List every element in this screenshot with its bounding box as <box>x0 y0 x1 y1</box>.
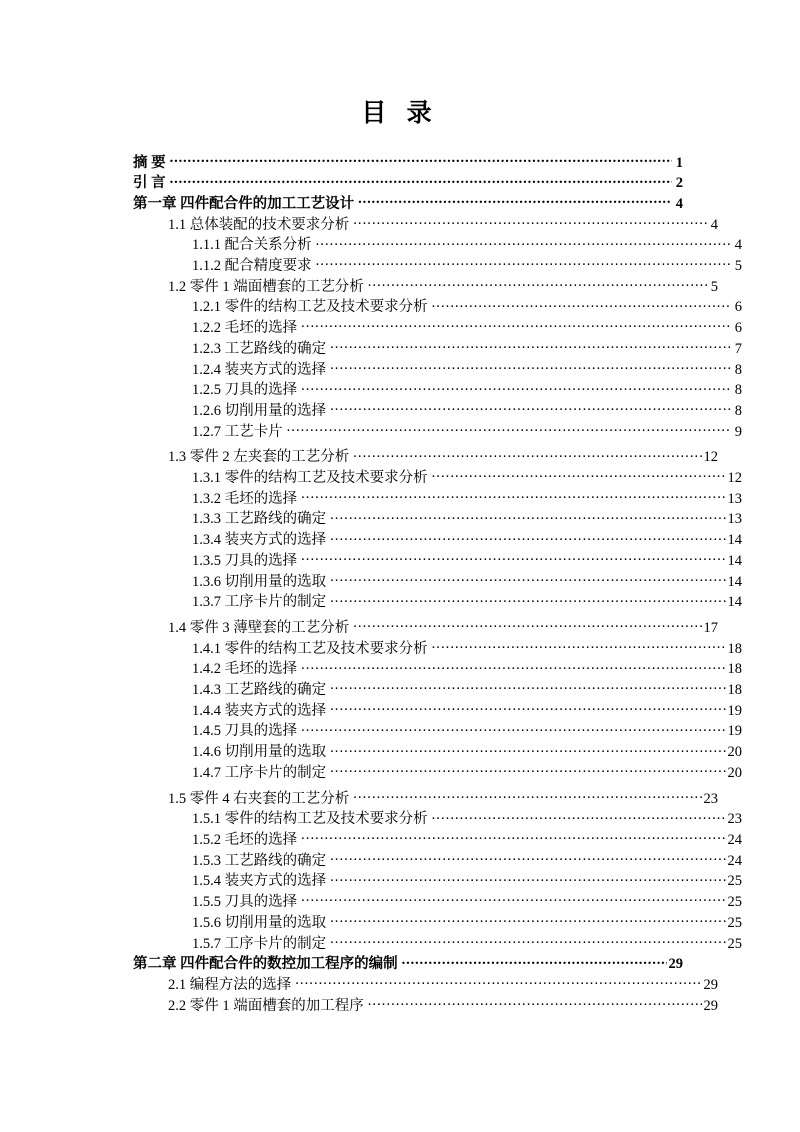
toc-dot-leader <box>330 912 725 927</box>
toc-entry-label: 1.5.4 装夹方式的选择 <box>192 873 327 890</box>
toc-dot-leader <box>353 788 701 803</box>
toc-entry[interactable] <box>192 892 742 913</box>
toc-entry[interactable] <box>192 380 742 401</box>
toc-entry[interactable] <box>192 762 742 783</box>
toc-entry[interactable] <box>192 871 742 892</box>
toc-entry[interactable] <box>168 447 718 468</box>
toc-entry-page-number: 25 <box>727 873 742 890</box>
toc-entry-page-number: 20 <box>727 744 742 761</box>
toc-dot-leader <box>170 173 672 188</box>
toc-dot-leader <box>432 638 726 653</box>
toc-dot-leader <box>330 509 725 524</box>
toc-entry-page-number: 12 <box>703 449 718 466</box>
toc-dot-leader <box>368 276 707 291</box>
toc-dot-leader <box>316 256 731 271</box>
toc-entry[interactable] <box>168 974 718 995</box>
toc-entry[interactable] <box>192 530 742 551</box>
toc-entry-page-number: 5 <box>710 278 718 295</box>
toc-entry-label: 1.1.2 配合精度要求 <box>192 258 312 275</box>
toc-dot-leader <box>368 995 702 1010</box>
toc-entry-page-number: 13 <box>727 490 742 507</box>
toc-entry-label: 1.2.3 工艺路线的确定 <box>192 340 327 357</box>
toc-dot-leader <box>330 871 725 886</box>
toc-entry-page-number: 14 <box>727 594 742 611</box>
toc-entry[interactable] <box>192 235 742 256</box>
toc-dot-leader <box>353 447 701 462</box>
toc-entry-page-number: 19 <box>727 723 742 740</box>
toc-entry-label: 1.2.1 零件的结构工艺及技术要求分析 <box>192 299 428 316</box>
toc-entry[interactable] <box>192 359 742 380</box>
toc-entry[interactable] <box>168 788 718 809</box>
toc-dot-leader <box>301 659 725 674</box>
toc-entry-label: 1.5.2 毛坯的选择 <box>192 832 298 848</box>
toc-dot-leader <box>330 933 725 948</box>
toc-entry[interactable] <box>168 276 718 297</box>
toc-dot-leader <box>301 721 725 736</box>
toc-entry-label: 1.5.3 工艺路线的确定 <box>192 852 327 869</box>
toc-entry[interactable] <box>192 721 742 742</box>
toc-entry-page-number: 14 <box>727 573 742 590</box>
toc-entry-label: 引 言 <box>133 175 166 192</box>
toc-entry-label: 1.3.2 毛坯的选择 <box>192 490 298 507</box>
toc-entry[interactable] <box>192 592 742 613</box>
toc-entry-label: 1.5.6 切削用量的选取 <box>192 914 327 931</box>
page-title: 目 录 <box>361 100 439 127</box>
toc-dot-leader <box>170 152 672 167</box>
table-of-contents <box>133 152 742 1016</box>
toc-entry-label: 1.4.3 工艺路线的确定 <box>192 682 327 699</box>
toc-entry-page-number: 7 <box>734 340 742 357</box>
toc-entry-label: 1.5.1 零件的结构工艺及技术要求分析 <box>192 811 428 828</box>
toc-entry-label: 1.1.1 配合关系分析 <box>192 237 312 254</box>
toc-entry-label: 1.4.2 毛坯的选择 <box>192 661 298 678</box>
toc-entry-label: 1.2 零件 1 端面槽套的工艺分析 <box>168 278 364 295</box>
toc-dot-leader <box>330 530 725 545</box>
toc-entry-label: 1.3 零件 2 左夹套的工艺分析 <box>168 449 350 466</box>
toc-entry-label: 1.3.7 工序卡片的制定 <box>192 594 327 611</box>
toc-entry[interactable] <box>168 214 718 235</box>
toc-entry-label: 1.4 零件 3 薄壁套的工艺分析 <box>168 619 350 636</box>
toc-entry-label: 1.2.4 装夹方式的选择 <box>192 361 327 378</box>
toc-entry-label: 1.3.5 刀具的选择 <box>192 552 298 569</box>
toc-entry[interactable] <box>192 742 742 763</box>
toc-entry-page-number: 25 <box>727 914 742 931</box>
toc-dot-leader <box>432 809 726 824</box>
toc-entry[interactable] <box>192 400 742 421</box>
toc-entry-page-number: 24 <box>727 832 742 848</box>
toc-entry-page-number: 19 <box>727 702 742 719</box>
toc-entry[interactable] <box>192 680 742 701</box>
toc-dot-leader <box>353 617 701 632</box>
toc-dot-leader <box>353 214 707 229</box>
toc-entry-page-number: 20 <box>727 764 742 781</box>
toc-entry[interactable] <box>192 809 742 830</box>
toc-entry-page-number: 23 <box>727 811 742 828</box>
toc-entry[interactable] <box>133 173 683 194</box>
toc-entry-page-number: 8 <box>734 382 742 399</box>
toc-entry-page-number: 4 <box>675 195 683 212</box>
toc-dot-leader <box>301 380 731 395</box>
toc-entry-label: 1.2.5 刀具的选择 <box>192 382 298 399</box>
toc-entry-label: 1.3.6 切削用量的选取 <box>192 573 327 590</box>
toc-entry-page-number: 14 <box>727 532 742 549</box>
toc-entry-page-number: 6 <box>734 299 742 316</box>
toc-dot-leader <box>432 468 726 483</box>
toc-entry-label: 1.4.5 刀具的选择 <box>192 723 298 740</box>
toc-entry[interactable] <box>168 995 718 1016</box>
toc-entry[interactable] <box>192 468 742 489</box>
toc-entry[interactable] <box>192 297 742 318</box>
toc-entry-label: 2.2 零件 1 端面槽套的加工程序 <box>168 997 364 1014</box>
toc-dot-leader <box>330 700 725 715</box>
toc-entry-page-number: 25 <box>727 935 742 952</box>
toc-entry[interactable] <box>192 509 742 530</box>
toc-entry[interactable] <box>192 488 742 509</box>
toc-entry[interactable] <box>133 193 683 214</box>
toc-entry-label: 第二章 四件配合件的数控加工程序的编制 <box>133 956 398 973</box>
toc-entry-page-number: 1 <box>675 154 683 171</box>
toc-entry-label: 摘 要 <box>133 154 166 171</box>
toc-entry-page-number: 14 <box>727 552 742 569</box>
toc-entry[interactable] <box>192 638 742 659</box>
toc-dot-leader <box>330 762 725 777</box>
toc-entry-label: 1.5.5 刀具的选择 <box>192 894 298 911</box>
toc-dot-leader <box>330 338 731 353</box>
toc-entry[interactable] <box>192 256 742 277</box>
toc-dot-leader <box>330 680 725 695</box>
toc-dot-leader <box>330 592 725 607</box>
toc-entry-page-number: 13 <box>727 511 742 528</box>
toc-entry[interactable] <box>192 912 742 933</box>
toc-entry[interactable] <box>133 152 683 173</box>
toc-entry-page-number: 23 <box>703 790 718 807</box>
toc-entry-page-number: 25 <box>727 894 742 911</box>
toc-entry-label: 2.1 编程方法的选择 <box>168 976 292 993</box>
toc-entry[interactable] <box>192 830 742 851</box>
toc-entry[interactable] <box>168 617 718 638</box>
toc-entry-page-number: 29 <box>703 997 718 1014</box>
toc-entry-label: 1.5 零件 4 右夹套的工艺分析 <box>168 790 350 807</box>
toc-entry-page-number: 18 <box>727 640 742 657</box>
toc-entry-page-number: 29 <box>668 956 683 973</box>
toc-entry-label: 1.2.2 毛坯的选择 <box>192 320 298 337</box>
toc-entry[interactable] <box>192 850 742 871</box>
toc-dot-leader <box>301 318 731 333</box>
toc-entry[interactable] <box>192 421 742 442</box>
toc-entry[interactable] <box>192 659 742 680</box>
toc-entry[interactable] <box>192 550 742 571</box>
toc-entry-label: 1.2.7 工艺卡片 <box>192 423 283 440</box>
toc-entry-page-number: 4 <box>734 237 742 254</box>
toc-dot-leader <box>358 193 672 208</box>
toc-dot-leader <box>301 830 725 845</box>
toc-entry-page-number: 9 <box>734 423 742 440</box>
toc-entry-page-number: 24 <box>727 852 742 869</box>
toc-dot-leader <box>316 235 731 250</box>
toc-entry[interactable] <box>192 338 742 359</box>
toc-entry-label: 1.4.4 装夹方式的选择 <box>192 702 327 719</box>
toc-entry-label: 1.3.1 零件的结构工艺及技术要求分析 <box>192 470 428 487</box>
toc-dot-leader <box>301 488 725 503</box>
toc-entry[interactable] <box>192 700 742 721</box>
toc-dot-leader <box>402 954 667 969</box>
toc-entry-page-number: 17 <box>703 619 718 636</box>
toc-dot-leader <box>330 571 725 586</box>
toc-entry-page-number: 2 <box>675 175 683 192</box>
toc-entry[interactable] <box>192 318 742 339</box>
toc-dot-leader <box>301 550 725 565</box>
toc-dot-leader <box>330 850 725 865</box>
toc-entry-page-number: 18 <box>727 661 742 678</box>
toc-dot-leader <box>432 297 731 312</box>
toc-entry-page-number: 29 <box>703 976 718 993</box>
toc-entry[interactable] <box>192 571 742 592</box>
toc-entry-page-number: 8 <box>734 402 742 419</box>
toc-entry[interactable] <box>192 933 742 954</box>
toc-entry-label: 1.3.4 装夹方式的选择 <box>192 532 327 549</box>
toc-entry-label: 1.5.7 工序卡片的制定 <box>192 935 327 952</box>
toc-entry-label: 1.2.6 切削用量的选择 <box>192 402 327 419</box>
toc-entry-label: 1.1 总体装配的技术要求分析 <box>168 216 350 233</box>
toc-dot-leader <box>330 742 725 757</box>
toc-entry-page-number: 4 <box>710 216 718 233</box>
toc-dot-leader <box>301 892 725 907</box>
toc-entry-page-number: 12 <box>727 470 742 487</box>
toc-entry[interactable] <box>133 954 683 975</box>
toc-dot-leader <box>330 400 731 415</box>
toc-dot-leader <box>287 421 731 436</box>
toc-entry-page-number: 8 <box>734 361 742 378</box>
toc-entry-label: 1.4.6 切削用量的选取 <box>192 744 327 761</box>
toc-entry-page-number: 6 <box>734 320 742 337</box>
toc-dot-leader <box>330 359 731 374</box>
toc-entry-label: 1.4.1 零件的结构工艺及技术要求分析 <box>192 640 428 657</box>
toc-dot-leader <box>295 974 701 989</box>
toc-entry-label: 1.4.7 工序卡片的制定 <box>192 764 327 781</box>
toc-entry-label: 1.3.3 工艺路线的确定 <box>192 511 327 528</box>
toc-entry-label: 第一章 四件配合件的加工工艺设计 <box>133 195 355 212</box>
toc-entry-page-number: 18 <box>727 682 742 699</box>
toc-entry-page-number: 5 <box>734 258 742 275</box>
